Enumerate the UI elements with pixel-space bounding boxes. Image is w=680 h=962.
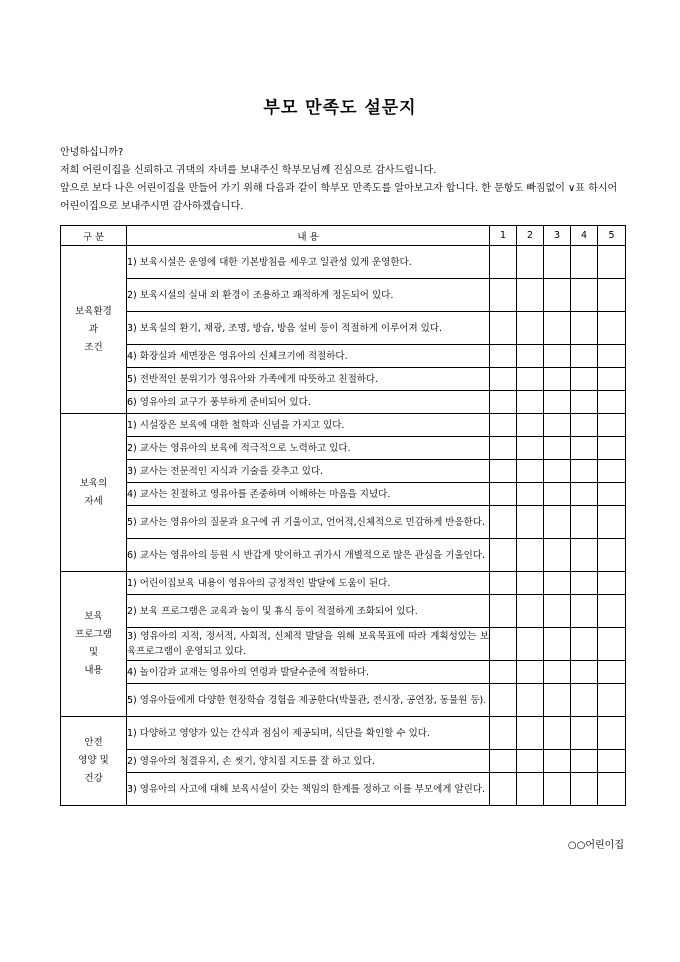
table-row	[61, 345, 626, 368]
score-cell-4[interactable]	[571, 717, 598, 750]
score-cell-3[interactable]	[544, 437, 571, 460]
score-cell-1[interactable]	[490, 437, 517, 460]
score-cell-5[interactable]	[598, 539, 626, 572]
score-cell-1[interactable]	[490, 572, 517, 595]
score-cell-3[interactable]	[544, 595, 571, 628]
score-cell-2[interactable]	[517, 661, 544, 684]
score-cell-2[interactable]	[517, 391, 544, 414]
score-cell-3[interactable]	[544, 460, 571, 483]
score-cell-4[interactable]	[571, 437, 598, 460]
score-cell-4[interactable]	[571, 345, 598, 368]
score-cell-2[interactable]	[517, 246, 544, 279]
score-cell-4[interactable]	[571, 572, 598, 595]
score-cell-3[interactable]	[544, 684, 571, 717]
score-cell-3[interactable]	[544, 773, 571, 806]
score-cell-5[interactable]	[598, 391, 626, 414]
score-cell-5[interactable]	[598, 246, 626, 279]
score-cell-3[interactable]	[544, 539, 571, 572]
table-row	[61, 572, 626, 595]
question-text: 1) 다양하고 영양가 있는 간식과 점심이 제공되며, 식단을 확인할 수 있다.	[127, 717, 490, 750]
score-cell-2[interactable]	[517, 506, 544, 539]
score-cell-3[interactable]	[544, 312, 571, 345]
score-cell-1[interactable]	[490, 391, 517, 414]
score-cell-3[interactable]	[544, 279, 571, 312]
header-score-5: 5	[598, 226, 626, 246]
question-text: 3) 영유아의 지적, 정서적, 사회적, 신체적 발달을 위해 보육목표에 따라 계획성있는 보육프로그램이 운영되고 있다.	[127, 628, 490, 661]
footer-org-name: ○○어린이집	[567, 840, 624, 851]
table-row	[61, 246, 626, 279]
question-text: 2) 영유아의 청결유지, 손 씻기, 양치질 지도를 잘 하고 있다.	[127, 750, 490, 773]
score-cell-1[interactable]	[490, 628, 517, 661]
score-cell-4[interactable]	[571, 628, 598, 661]
score-cell-4[interactable]	[571, 391, 598, 414]
score-cell-2[interactable]	[517, 572, 544, 595]
score-cell-1[interactable]	[490, 506, 517, 539]
score-cell-5[interactable]	[598, 717, 626, 750]
header-score-2: 2	[517, 226, 544, 246]
table-row	[61, 279, 626, 312]
score-cell-1[interactable]	[490, 750, 517, 773]
header-category: 구 분	[61, 226, 127, 246]
score-cell-4[interactable]	[571, 414, 598, 437]
table-row	[61, 414, 626, 437]
table-row	[61, 773, 626, 806]
score-cell-2[interactable]	[517, 628, 544, 661]
table-row	[61, 312, 626, 345]
table-row	[61, 506, 626, 539]
section-category: 보육의 자세	[61, 414, 127, 572]
table-row	[61, 595, 626, 628]
question-text: 3) 교사는 전문적인 지식과 기술을 갖추고 있다.	[127, 460, 490, 483]
score-cell-4[interactable]	[571, 368, 598, 391]
score-cell-2[interactable]	[517, 595, 544, 628]
question-text: 6) 교사는 영유아의 등원 시 반갑게 맞이하고 귀가시 개별적으로 많은 관심을 기울인다.	[127, 539, 490, 572]
intro-text	[60, 144, 625, 216]
score-cell-4[interactable]	[571, 312, 598, 345]
score-cell-5[interactable]	[598, 279, 626, 312]
score-cell-1[interactable]	[490, 414, 517, 437]
score-cell-5[interactable]	[598, 345, 626, 368]
score-cell-2[interactable]	[517, 279, 544, 312]
score-cell-5[interactable]	[598, 368, 626, 391]
score-cell-2[interactable]	[517, 773, 544, 806]
score-cell-2[interactable]	[517, 312, 544, 345]
score-cell-2[interactable]	[517, 414, 544, 437]
score-cell-4[interactable]	[571, 661, 598, 684]
section-category: 안전 영양 및 건강	[61, 717, 127, 806]
score-cell-2[interactable]	[517, 717, 544, 750]
page-title: 부모 만족도 설문지	[263, 98, 417, 118]
table-row	[61, 717, 626, 750]
score-cell-3[interactable]	[544, 750, 571, 773]
table-row	[61, 628, 626, 661]
question-text: 1) 보육시설은 운영에 대한 기본방침을 세우고 일관성 있게 운영한다.	[127, 246, 490, 279]
score-cell-3[interactable]	[544, 628, 571, 661]
score-cell-3[interactable]	[544, 246, 571, 279]
table-row	[61, 539, 626, 572]
score-cell-4[interactable]	[571, 773, 598, 806]
question-text: 1) 어린이집보육 내용이 영유아의 긍정적인 발달에 도움이 된다.	[127, 572, 490, 595]
score-cell-5[interactable]	[598, 773, 626, 806]
score-cell-5[interactable]	[598, 414, 626, 437]
question-text: 1) 시설장은 보육에 대한 철학과 신념을 가지고 있다.	[127, 414, 490, 437]
score-cell-2[interactable]	[517, 684, 544, 717]
score-cell-2[interactable]	[517, 345, 544, 368]
question-text: 5) 영유아들에게 다양한 현장학습 경험을 제공한다(박물관, 전시장, 공연장, 동물원 등).	[127, 684, 490, 717]
question-text: 4) 화장실과 세면장은 영유아의 신체크기에 적절하다.	[127, 345, 490, 368]
question-text: 6) 영유아의 교구가 풍부하게 준비되어 있다.	[127, 391, 490, 414]
score-cell-4[interactable]	[571, 750, 598, 773]
survey-body	[61, 246, 626, 806]
table-row	[61, 661, 626, 684]
score-cell-4[interactable]	[571, 595, 598, 628]
score-cell-5[interactable]	[598, 595, 626, 628]
question-text: 4) 놀이감과 교재는 영유아의 연령과 발달수준에 적합하다.	[127, 661, 490, 684]
score-cell-1[interactable]	[490, 345, 517, 368]
question-text: 2) 보육 프로그램은 교육과 놀이 및 휴식 등이 적절하게 조화되어 있다.	[127, 595, 490, 628]
intro-thanks: 저희 어린이집을 신뢰하고 귀댁의 자녀를 보내주신 학부모님께 진심으로 감사드립니다.	[60, 165, 437, 176]
score-cell-4[interactable]	[571, 279, 598, 312]
intro-greeting: 안녕하십니까?	[60, 147, 124, 158]
question-text: 3) 보육실의 환기, 채광, 조명, 방습, 방음 설비 등이 적절하게 이루어져 있다.	[127, 312, 490, 345]
table-row	[61, 391, 626, 414]
score-cell-5[interactable]	[598, 460, 626, 483]
score-cell-1[interactable]	[490, 483, 517, 506]
score-cell-1[interactable]	[490, 773, 517, 806]
score-cell-5[interactable]	[598, 684, 626, 717]
score-cell-4[interactable]	[571, 460, 598, 483]
score-cell-4[interactable]	[571, 539, 598, 572]
score-cell-3[interactable]	[544, 572, 571, 595]
score-cell-5[interactable]	[598, 661, 626, 684]
score-cell-2[interactable]	[517, 437, 544, 460]
header-score-3: 3	[544, 226, 571, 246]
score-cell-4[interactable]	[571, 483, 598, 506]
table-row	[61, 460, 626, 483]
score-cell-1[interactable]	[490, 595, 517, 628]
score-cell-3[interactable]	[544, 391, 571, 414]
question-text: 2) 보육시설의 실내 외 환경이 조용하고 쾌적하게 정돈되어 있다.	[127, 279, 490, 312]
header-score-1: 1	[490, 226, 517, 246]
score-cell-2[interactable]	[517, 460, 544, 483]
score-cell-2[interactable]	[517, 750, 544, 773]
question-text: 2) 교사는 영유아의 보육에 적극적으로 노력하고 있다.	[127, 437, 490, 460]
table-row	[61, 750, 626, 773]
score-cell-1[interactable]	[490, 279, 517, 312]
score-cell-1[interactable]	[490, 246, 517, 279]
score-cell-1[interactable]	[490, 661, 517, 684]
score-cell-1[interactable]	[490, 312, 517, 345]
score-cell-1[interactable]	[490, 460, 517, 483]
header-score-4: 4	[571, 226, 598, 246]
score-cell-2[interactable]	[517, 483, 544, 506]
score-cell-5[interactable]	[598, 572, 626, 595]
score-cell-3[interactable]	[544, 661, 571, 684]
score-cell-4[interactable]	[571, 684, 598, 717]
score-cell-1[interactable]	[490, 539, 517, 572]
score-cell-2[interactable]	[517, 539, 544, 572]
question-text: 5) 전반적인 분위기가 영유아와 가족에게 따뜻하고 친절하다.	[127, 368, 490, 391]
score-cell-5[interactable]	[598, 750, 626, 773]
survey-table	[60, 225, 626, 806]
score-cell-5[interactable]	[598, 628, 626, 661]
question-text: 3) 영유아의 사고에 대해 보육시설이 갖는 책임의 한계를 정하고 이를 부모에게 알린다.	[127, 773, 490, 806]
score-cell-3[interactable]	[544, 506, 571, 539]
intro-request: 앞으로 보다 나은 어린이집을 만들어 가기 위해 다음과 같이 학부모 만족도를 알아보고자 합니다. 한 문항도 빠짐없이 ∨표 하시어 어린이집으로 보내주시면 감사하겠습니다.	[60, 183, 618, 212]
score-cell-5[interactable]	[598, 312, 626, 345]
score-cell-3[interactable]	[544, 717, 571, 750]
question-text: 4) 교사는 친절하고 영유아를 존중하며 이해하는 마음을 지녔다.	[127, 483, 490, 506]
score-cell-3[interactable]	[544, 414, 571, 437]
score-cell-4[interactable]	[571, 506, 598, 539]
table-row	[61, 368, 626, 391]
header-content: 내 용	[127, 226, 490, 246]
table-row	[61, 437, 626, 460]
table-row	[61, 483, 626, 506]
score-cell-2[interactable]	[517, 368, 544, 391]
section-category: 보육 프로그램 및 내용	[61, 572, 127, 717]
score-cell-3[interactable]	[544, 345, 571, 368]
question-text: 5) 교사는 영유아의 질문과 요구에 귀 기울이고, 언어적,신체적으로 민감하게 반응한다.	[127, 506, 490, 539]
score-cell-5[interactable]	[598, 483, 626, 506]
score-cell-1[interactable]	[490, 368, 517, 391]
score-cell-4[interactable]	[571, 246, 598, 279]
table-header-row	[61, 226, 626, 246]
section-category: 보육환경 과 조건	[61, 246, 127, 414]
score-cell-3[interactable]	[544, 368, 571, 391]
score-cell-1[interactable]	[490, 684, 517, 717]
score-cell-3[interactable]	[544, 483, 571, 506]
score-cell-5[interactable]	[598, 506, 626, 539]
table-row	[61, 684, 626, 717]
score-cell-5[interactable]	[598, 437, 626, 460]
score-cell-1[interactable]	[490, 717, 517, 750]
